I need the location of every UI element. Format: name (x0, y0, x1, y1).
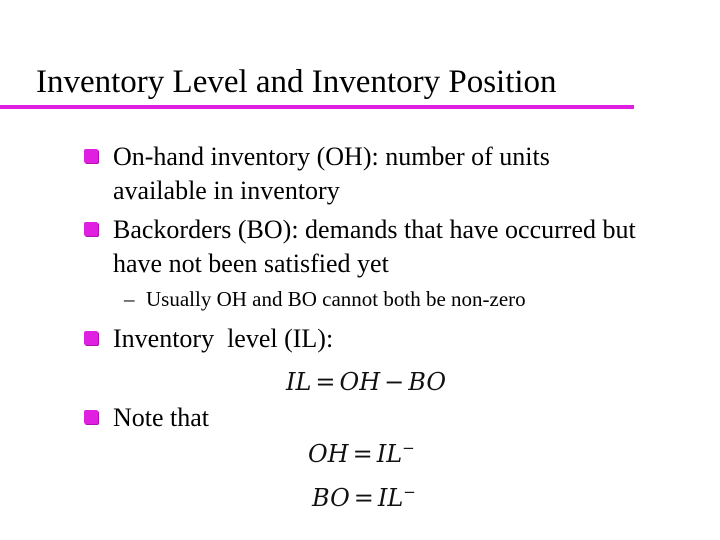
equation-backorders (312, 477, 416, 513)
eq-equals: = (315, 368, 336, 396)
bullet-text (113, 140, 550, 208)
bullet-text: Note that (113, 403, 210, 432)
bullet-line: Backorders (BO): demands that have occurred but (113, 215, 636, 244)
eq-var: BO (312, 484, 350, 512)
bullet-line: On-hand inventory (OH): number of units (113, 142, 550, 171)
eq-equals: = (353, 484, 374, 512)
bullet-text (113, 213, 636, 281)
slide-title: Inventory Level and Inventory Position (36, 64, 557, 100)
bullet-line: available in inventory (113, 176, 340, 205)
eq-var: IL (377, 484, 404, 512)
eq-var: BO (408, 368, 447, 396)
equation-on-hand (308, 433, 415, 469)
bullet-text: Inventory level (IL): (113, 324, 334, 353)
eq-var: OH (339, 368, 381, 396)
square-bullet-icon (84, 149, 98, 163)
sub-bullet (124, 285, 526, 313)
eq-superscript: − (403, 483, 416, 501)
eq-superscript: − (402, 439, 415, 457)
square-bullet-icon (84, 222, 98, 236)
square-bullet-icon (84, 331, 98, 345)
eq-var: OH (308, 440, 349, 468)
bullet-line: have not been satisfied yet (113, 249, 389, 278)
eq-var: IL (376, 440, 403, 468)
eq-equals: = (352, 440, 373, 468)
eq-minus: − (384, 368, 405, 396)
title-underline (0, 105, 634, 109)
dash-marker: – (124, 287, 135, 311)
equation-inventory-level (286, 367, 446, 397)
eq-var: IL (286, 368, 312, 396)
sub-bullet-text: Usually OH and BO cannot both be non-zero (146, 287, 526, 311)
square-bullet-icon (84, 410, 98, 424)
